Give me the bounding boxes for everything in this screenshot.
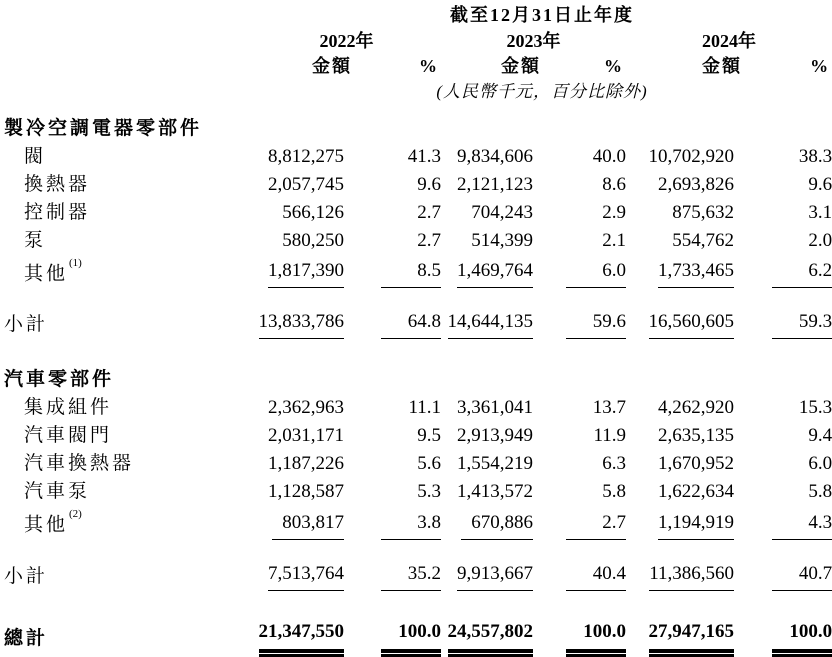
percent-2024: 15.3	[798, 397, 832, 419]
percent-2022: 5.3	[417, 481, 441, 503]
percent-column-header: %	[604, 56, 622, 76]
amount-2024: 1,733,465	[658, 257, 734, 288]
percent-2022: 9.6	[417, 174, 441, 195]
amount-2024: 27,947,165	[649, 618, 735, 653]
amount-column-header: 金額	[702, 56, 742, 76]
table-row	[4, 199, 832, 227]
percent-2022: 2.7	[417, 202, 441, 223]
amount-2024: 554,762	[672, 230, 734, 251]
percent-2022: 35.2	[381, 560, 441, 591]
percent-2024: 4.3	[772, 509, 832, 540]
percent-2022: 9.5	[417, 425, 441, 447]
footnote-ref: (2)	[69, 508, 82, 521]
amount-2022: 1,817,390	[268, 257, 344, 288]
percent-2024: 2.0	[808, 230, 832, 251]
percent-2023: 59.6	[566, 308, 626, 339]
amount-2022: 803,817	[272, 509, 344, 540]
amount-2023: 24,557,802	[448, 618, 534, 653]
amount-2023: 14,644,135	[448, 308, 534, 339]
percent-2024: 3.1	[808, 202, 832, 223]
amount-2023: 2,913,949	[457, 425, 533, 447]
column-header-row	[4, 54, 832, 79]
amount-column-header: 金額	[501, 56, 541, 76]
percent-2022: 2.7	[417, 230, 441, 251]
percent-2024: 9.6	[808, 174, 832, 195]
amount-2024: 875,632	[672, 202, 734, 223]
amount-2022: 2,362,963	[268, 397, 344, 419]
percent-2024: 6.0	[808, 453, 832, 475]
amount-2023: 1,469,764	[457, 257, 533, 288]
table-row	[4, 506, 832, 539]
percent-2022: 3.8	[381, 509, 441, 540]
amount-2022: 13,833,786	[259, 308, 345, 339]
table-row	[4, 450, 832, 478]
amount-2022: 580,250	[282, 230, 344, 251]
amount-column-header: 金額	[312, 56, 352, 76]
section-title: 汽車零部件	[4, 369, 115, 391]
percent-2022: 5.6	[417, 453, 441, 475]
percent-2023: 40.4	[566, 560, 626, 591]
amount-2022: 2,057,745	[268, 174, 344, 195]
amount-2023: 670,886	[461, 509, 533, 540]
amount-2023: 9,834,606	[457, 146, 533, 167]
percent-2023: 40.0	[592, 146, 626, 167]
percent-2024: 59.3	[772, 308, 832, 339]
table-row	[4, 227, 832, 255]
amount-2023: 1,413,572	[457, 481, 533, 503]
row-label: 集成組件	[24, 397, 113, 419]
period-header: 截至12月31日止年度	[450, 5, 635, 25]
amount-2022: 7,513,764	[268, 560, 344, 591]
total-label: 總計	[4, 627, 49, 649]
percent-2024: 38.3	[798, 146, 832, 167]
percent-2024: 9.4	[808, 425, 832, 447]
table-row	[4, 422, 832, 450]
amount-2023: 9,913,667	[457, 560, 533, 591]
percent-2023: 8.6	[602, 174, 626, 195]
subtotal-row	[4, 308, 832, 339]
row-label: 控制器	[24, 202, 91, 223]
amount-2024: 1,194,919	[658, 509, 734, 540]
section-header-row	[4, 115, 832, 143]
amount-2022: 2,031,171	[268, 425, 344, 447]
percent-2024: 100.0	[772, 618, 832, 653]
amount-2024: 1,670,952	[658, 453, 734, 475]
amount-2023: 704,243	[471, 202, 533, 223]
amount-2024: 4,262,920	[658, 397, 734, 419]
unit-note-row	[4, 79, 832, 105]
amount-2024: 2,693,826	[658, 174, 734, 195]
percent-2023: 11.9	[593, 425, 626, 447]
row-label: 汽車泵	[24, 481, 91, 503]
amount-2023: 1,554,219	[457, 453, 533, 475]
percent-2022: 64.8	[381, 308, 441, 339]
row-label: 汽車閥門	[24, 425, 113, 447]
percent-2022: 11.1	[408, 397, 441, 419]
row-label: 其他$^{(1)}$	[24, 257, 82, 285]
year-header-2022: 2022年	[319, 31, 374, 51]
percent-2023: 13.7	[592, 397, 626, 419]
amount-2023: 2,121,123	[457, 174, 533, 195]
year-header-row	[4, 28, 832, 54]
percent-2024: 40.7	[772, 560, 832, 591]
amount-2022: 1,187,226	[268, 453, 344, 475]
table-row	[4, 255, 832, 288]
table-row	[4, 171, 832, 199]
subtotal-row	[4, 560, 832, 591]
amount-2022: 566,126	[282, 202, 344, 223]
percent-column-header: %	[810, 56, 829, 76]
period-header-row	[4, 2, 832, 28]
table-row	[4, 143, 832, 171]
unit-note: (人民幣千元，百分比除外)	[436, 82, 648, 101]
amount-2022: 1,128,587	[268, 481, 344, 503]
year-header-2024: 2024年	[702, 31, 757, 51]
amount-2023: 3,361,041	[457, 397, 533, 419]
amount-2022: 21,347,550	[259, 618, 345, 653]
percent-column-header: %	[419, 56, 437, 76]
section-header-row	[4, 366, 832, 394]
percent-2024: 5.8	[808, 481, 832, 503]
amount-2024: 2,635,135	[658, 425, 734, 447]
row-label: 汽車換熱器	[24, 453, 135, 475]
percent-2022: 100.0	[381, 618, 441, 653]
amount-2024: 1,622,634	[658, 481, 734, 503]
percent-2023: 2.7	[566, 509, 626, 540]
percent-2023: 6.3	[602, 453, 626, 475]
amount-2022: 8,812,275	[268, 146, 344, 167]
subtotal-label: 小計	[4, 314, 49, 336]
percent-2023: 5.8	[602, 481, 626, 503]
row-label: 泵	[24, 230, 47, 251]
table-row	[4, 478, 832, 506]
subtotal-label: 小計	[4, 565, 49, 587]
percent-2022: 8.5	[381, 257, 441, 288]
total-row	[4, 618, 832, 653]
year-header-2023: 2023年	[506, 31, 561, 51]
amount-2024: 16,560,605	[649, 308, 735, 339]
amount-2023: 514,399	[471, 230, 533, 251]
footnote-ref: (1)	[69, 257, 82, 269]
row-label: 其他$^{(2)}$	[24, 508, 82, 536]
amount-2024: 10,702,920	[648, 146, 734, 167]
amount-2024: 11,386,560	[649, 560, 734, 591]
revenue-breakdown-table	[4, 2, 832, 653]
percent-2023: 2.1	[602, 230, 626, 251]
percent-2023: 6.0	[566, 257, 626, 288]
percent-2024: 6.2	[772, 257, 832, 288]
percent-2023: 2.9	[602, 202, 626, 223]
row-label: 閥	[24, 146, 47, 167]
table-row	[4, 394, 832, 422]
row-label: 換熱器	[24, 174, 91, 195]
percent-2023: 100.0	[566, 618, 626, 653]
section-title: 製冷空調電器零部件	[4, 118, 203, 139]
percent-2022: 41.3	[407, 146, 441, 167]
